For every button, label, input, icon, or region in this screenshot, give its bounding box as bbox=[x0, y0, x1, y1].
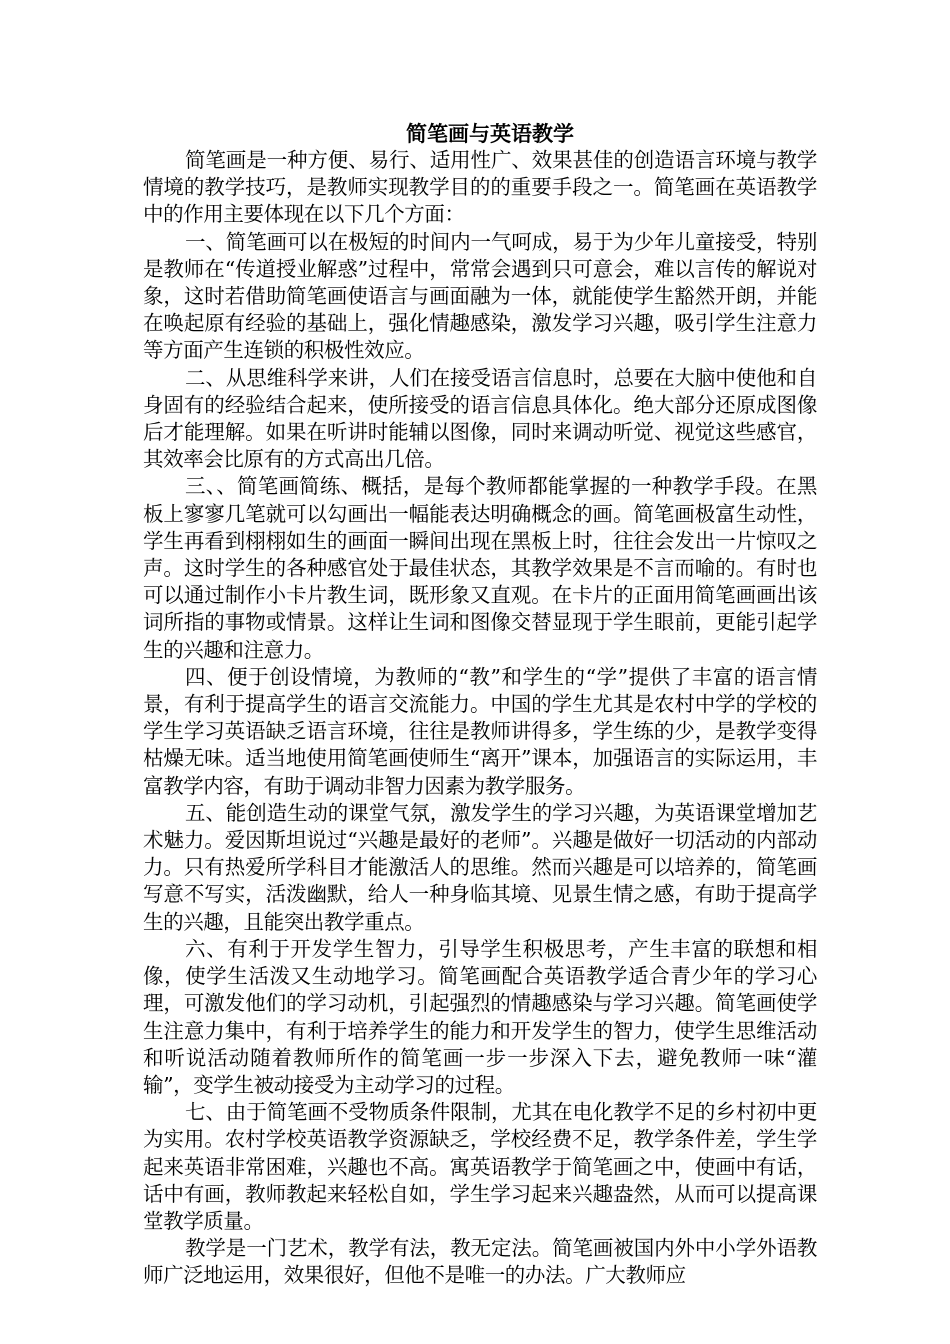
paragraph-point-3: 三、、简笔画简练、概括，是每个教师都能掌握的一种教学手段。在黑板上寥寥几笔就可以勾画出一幅能表达明确概念的画。简笔画极富生动性，学生再看到栩栩如生的画面一瞬间出现在黑板上时，往往会发出一片惊叹之声。这时学生的各种感官处于最佳状态，其教学效果是不言而喻的。有时也可以通过制作小卡片教生词，既形象又直观。在卡片的正面用简笔画画出该词所指的事物或情景。这样让生词和图像交替显现于学生眼前，更能引起学生的兴趣和注意力。 bbox=[143, 474, 817, 662]
paragraph-point-4: 四、便于创设情境，为教师的“教”和学生的“学”提供了丰富的语言情景，有利于提高学生的语言交流能力。中国的学生尤其是农村中学的学校的学生学习英语缺乏语言环境，往往是教师讲得多，学生练的少，是教学变得枯燥无味。适当地使用简笔画使师生“离开”课本，加强语言的实际运用，丰富教学内容，有助于调动非智力因素为教学服务。 bbox=[143, 664, 817, 798]
paragraph-point-6: 六、有利于开发学生智力，引导学生积极思考，产生丰富的联想和相像，使学生活泼又生动地学习。简笔画配合英语教学适合青少年的学习心理，可激发他们的学习动机，引起强烈的情趣感染与学习兴趣。简笔画使学生注意力集中，有利于培养学生的能力和开发学生的智力，使学生思维活动和听说活动随着教师所作的简笔画一步一步深入下去，避免教师一味“灌输”，变学生被动接受为主动学习的过程。 bbox=[143, 936, 817, 1097]
paragraph-point-1: 一、简笔画可以在极短的时间内一气呵成，易于为少年儿童接受，特别是教师在“传道授业解惑”过程中，常常会遇到只可意会，难以言传的解说对象，这时若借助简笔画使语言与画面融为一体，就能使学生豁然开朗，并能在唤起原有经验的基础上，强化情趣感染，激发学习兴趣，吸引学生注意力等方面产生连锁的积极性效应。 bbox=[143, 229, 817, 363]
document-title: 简笔画与英语教学 bbox=[406, 121, 574, 146]
document-page bbox=[143, 120, 817, 1290]
paragraph-conclusion: 教学是一门艺术，教学有法，教无定法。简笔画被国内外中小学外语教师广泛地运用，效果很好，但他不是唯一的办法。广大教师应 bbox=[143, 1236, 817, 1288]
paragraph-point-7: 七、由于简笔画不受物质条件限制，尤其在电化教学不足的乡村初中更为实用。农村学校英语教学资源缺乏，学校经费不足，教学条件差，学生学起来英语非常困难，兴趣也不高。寓英语教学于简笔画之中，使画中有话，话中有画，教师教起来轻松自如，学生学习起来兴趣盎然，从而可以提高课堂教学质量。 bbox=[143, 1100, 817, 1233]
paragraph-point-5: 五、能创造生动的课堂气氛，激发学生的学习兴趣，为英语课堂增加艺术魅力。爱因斯坦说过“兴趣是最好的老师”。兴趣是做好一切活动的内部动力。只有热爱所学科目才能激活人的思维。然而兴趣是可以培养的，简笔画写意不写实，活泼幽默，给人一种身临其境、见景生情之感，有助于提高学生的兴趣，且能突出教学重点。 bbox=[143, 800, 817, 934]
paragraph-point-2: 二、从思维科学来讲，人们在接受语言信息时，总要在大脑中使他和自身固有的经验结合起来，使所接受的语言信息具体化。绝大部分还原成图像后才能理解。如果在听讲时能辅以图像，同时来调动听觉、视觉这些感官，其效率会比原有的方式高出几倍。 bbox=[143, 365, 817, 472]
paragraph-intro: 简笔画是一种方便、易行、适用性广、效果甚佳的创造语言环境与教学情境的教学技巧，是教师实现教学目的的重要手段之一。简笔画在英语教学中的作用主要体现在以下几个方面： bbox=[143, 148, 817, 227]
